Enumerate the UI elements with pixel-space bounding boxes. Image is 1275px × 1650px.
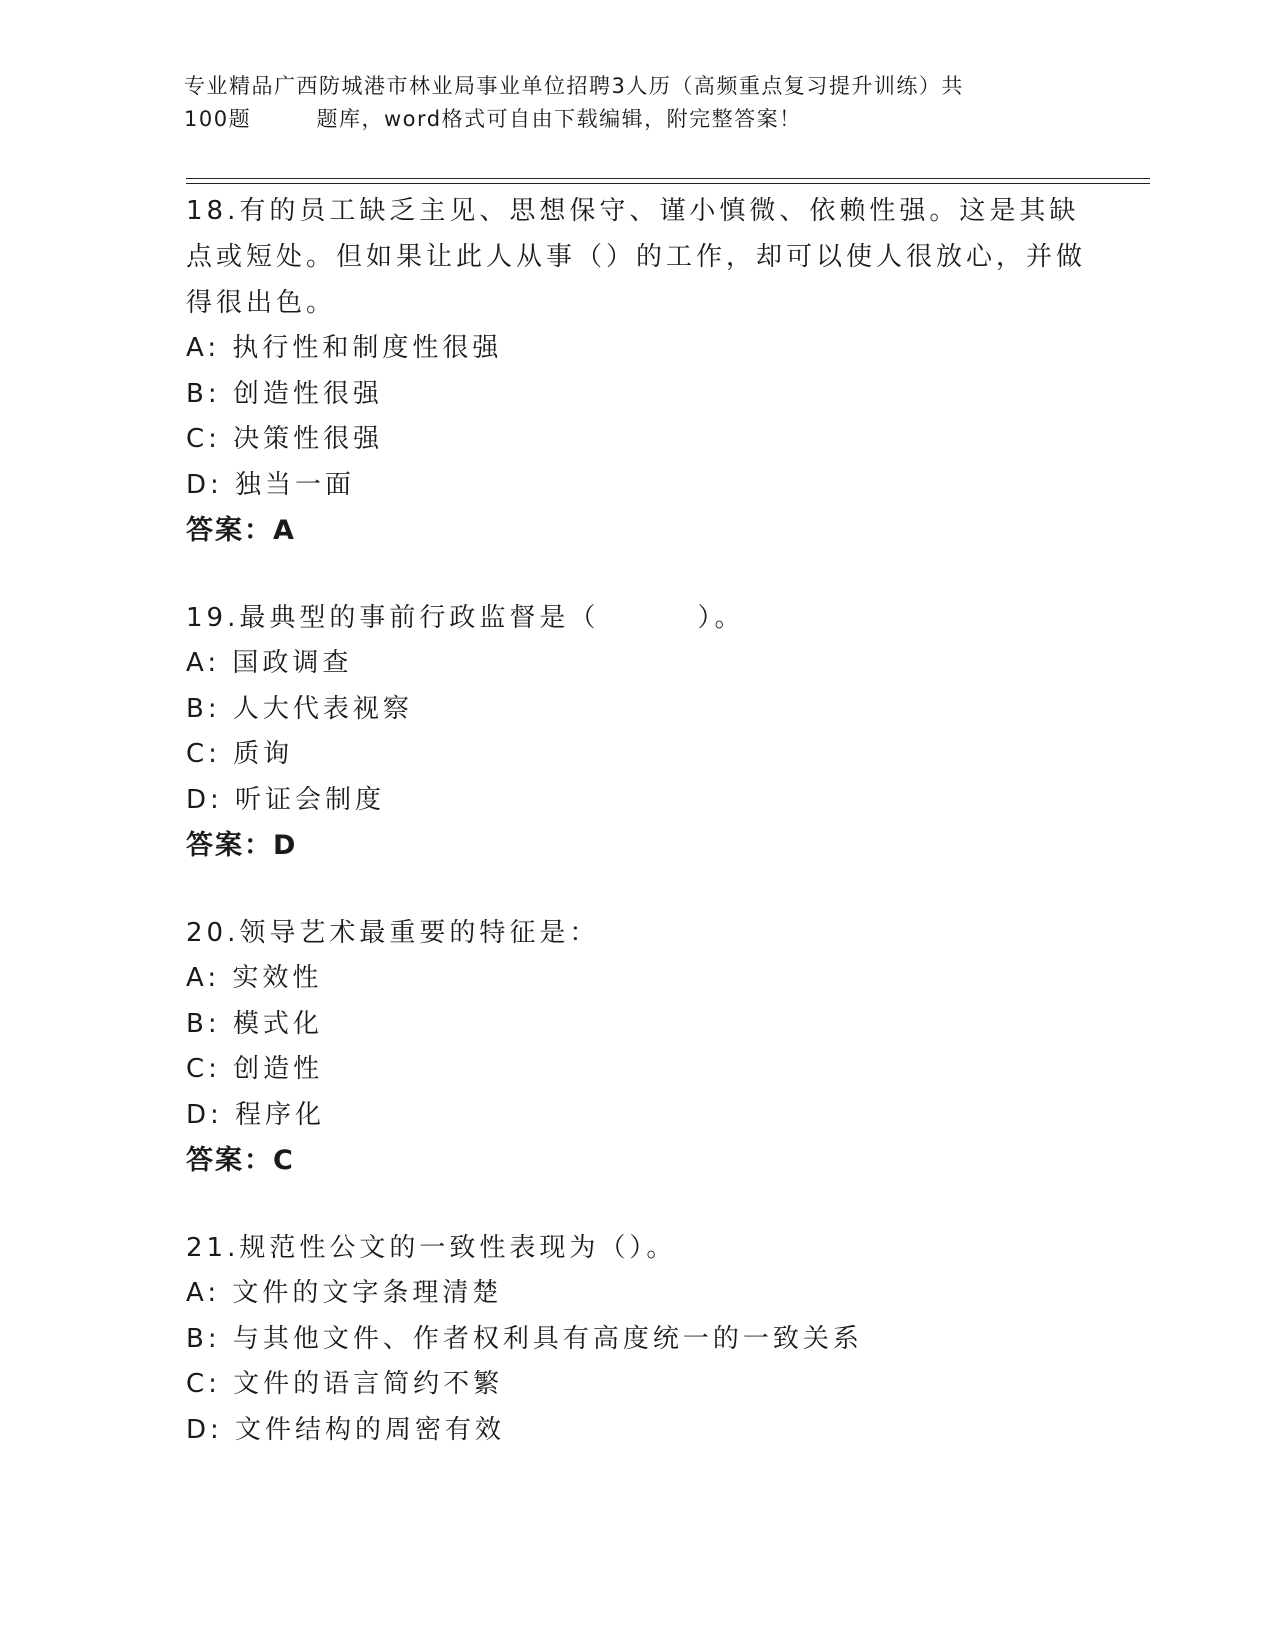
option-b: B: 创造性很强 [186, 378, 383, 409]
header-title-line-2: 100题 题库，word格式可自由下载编辑，附完整答案！ [184, 107, 802, 131]
question-text: 20.领导艺术最重要的特征是： [186, 918, 600, 948]
question-text: 18.有的员工缺乏主见、思想保守、谨小慎微、依赖性强。这是其缺点或短处。但如果让此人从事（）的工作，却可以使人很放心，并做得很出色。 [186, 196, 1087, 318]
option-a: A: 国政调查 [186, 648, 353, 678]
answer-line: 答案：D [186, 830, 298, 861]
option-b: B: 与其他文件、作者权利具有高度统一的一致关系 [186, 1323, 863, 1354]
option-d: D: 听证会制度 [186, 784, 386, 815]
option-b: B: 模式化 [186, 1008, 323, 1039]
question-text: 21.规范性公文的一致性表现为（）。 [186, 1233, 677, 1263]
question-18 [186, 188, 1086, 554]
option-d: D: 独当一面 [186, 469, 356, 500]
header-rule-bottom [186, 183, 1150, 184]
option-c: C: 质询 [186, 739, 294, 769]
option-c: C: 创造性 [186, 1054, 324, 1084]
question-text: 19.最典型的事前行政监督是（ ）。 [186, 603, 745, 633]
option-c: C: 文件的语言简约不繁 [186, 1369, 504, 1399]
answer-line: 答案：A [186, 515, 296, 546]
header-rule-top [186, 178, 1150, 179]
option-d: D: 程序化 [186, 1099, 326, 1130]
answer-line: 答案：C [186, 1145, 295, 1176]
question-20 [186, 910, 1086, 1184]
option-a: A: 实效性 [186, 963, 323, 993]
document-header [184, 70, 1064, 136]
option-a: A: 执行性和制度性很强 [186, 333, 503, 363]
option-c: C: 决策性很强 [186, 424, 384, 454]
option-a: A: 文件的文字条理清楚 [186, 1278, 503, 1308]
header-title-line-1: 专业精品广西防城港市林业局事业单位招聘3人历（高频重点复习提升训练）共 [184, 74, 964, 98]
question-list [186, 188, 1086, 1494]
question-21 [186, 1225, 1086, 1453]
option-b: B: 人大代表视察 [186, 693, 413, 724]
question-19 [186, 595, 1086, 869]
option-d: D: 文件结构的周密有效 [186, 1414, 506, 1445]
